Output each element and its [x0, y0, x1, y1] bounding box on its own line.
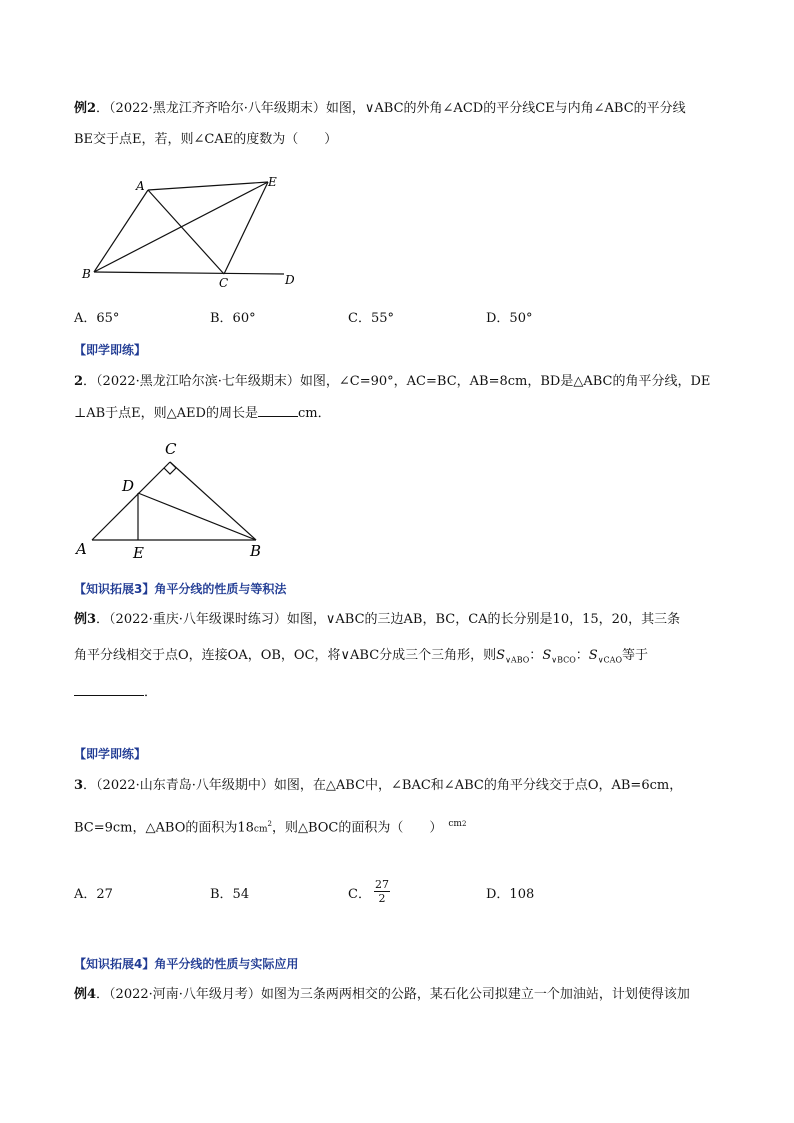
fraction-denominator: 2 [378, 892, 386, 905]
answer-blank [258, 404, 298, 417]
practice2-heading: 【即学即练】 [74, 343, 147, 357]
segment-AB [94, 190, 148, 272]
ext3-text2b: 等于 [622, 648, 649, 663]
unit-sup-trailing: 2 [461, 820, 467, 828]
segment-AE [148, 182, 268, 190]
label-A: A [136, 179, 145, 193]
label-E: E [268, 175, 277, 189]
ext3-line2 [74, 647, 648, 670]
ex2-option-b: B．60° [210, 311, 256, 326]
area-s1-sub: ∨ABO [505, 655, 530, 665]
ratio-colon-1: ： [529, 648, 543, 663]
ex2-option-a: A．65° [74, 311, 120, 326]
practice3-option-d: D．108 [486, 887, 535, 902]
unit-cm: cm [253, 824, 268, 835]
practice3-line2 [74, 815, 466, 838]
area-s2: S [542, 648, 552, 663]
ext3-line3 [74, 683, 157, 702]
ext4-label: 例4 [74, 987, 97, 1002]
segment-CE [224, 182, 268, 274]
practice3-option-a: A．27 [74, 887, 113, 902]
ext3-text3: ． [144, 685, 158, 700]
ex2-option-c: C．55° [348, 311, 394, 326]
ex2-line1 [74, 100, 686, 118]
label-A: A [76, 540, 87, 558]
practice3-heading: 【即学即练】 [74, 747, 147, 761]
segment-CB [170, 462, 256, 540]
segment-AC [148, 190, 224, 274]
fraction-numerator: 27 [375, 878, 389, 891]
practice2-line2 [74, 404, 331, 423]
area-s2-sub: ∨BCO [551, 655, 576, 665]
ex2-line2: BE交于点E，若，则∠CAE的度数为（ ） [74, 132, 338, 147]
practice3-text2b: ，则△BOC的面积为（ ） [271, 820, 443, 836]
ext4-text1: ．（2022·河南·八年级月考）如图为三条两两相交的公路，某石化公司拟建立一个加油站，计划使得该加 [96, 987, 690, 1002]
ex2-option-d: D．50° [486, 311, 533, 326]
practice2-text1: ．（2022·黑龙江哈尔滨·七年级期末）如图，∠C=90°，AC=BC，AB=8cm，BD是△ABC的角平分线，DE [83, 374, 711, 389]
ext4-line1 [74, 986, 690, 1004]
ext4-heading: 【知识拓展4】角平分线的性质与实际应用 [74, 957, 299, 971]
ext3-text2a: 角平分线相交于点O，连接OA，OB，OC，将∨ABC分成三个三角形，则 [74, 648, 497, 663]
practice2-figure [72, 436, 272, 564]
label-C: C [219, 276, 229, 290]
practice3-option-b: B．54 [210, 887, 250, 902]
practice3-line1 [74, 777, 682, 795]
practice2-text2a: ⊥AB于点E，则△AED的周长是 [74, 406, 258, 421]
unit-cm-trailing: cm [448, 819, 462, 829]
label-C: C [165, 440, 177, 458]
answer-blank [74, 683, 144, 696]
segment-BE [94, 182, 268, 272]
practice3-num: 3 [74, 778, 84, 793]
practice2-num: 2 [74, 374, 84, 389]
ext3-heading: 【知识拓展3】角平分线的性质与等积法 [74, 582, 287, 596]
practice3-text1: ．（2022·山东青岛·八年级期中）如图，在△ABC中，∠BAC和∠ABC的角平分线交于点O，AB=6cm， [83, 778, 683, 793]
ratio-colon-2: ： [575, 648, 589, 663]
area-s3: S [588, 648, 598, 663]
practice2-line1 [74, 373, 710, 391]
option-c-fraction [374, 878, 390, 905]
label-B: B [250, 542, 262, 560]
area-s1: S [496, 648, 506, 663]
ex2-text1: ．（2022·黑龙江齐齐哈尔·八年级期末）如图，∨ABC的外角∠ACD的平分线CE与内角∠ABC的平分线 [96, 101, 686, 116]
ext3-line1 [74, 611, 680, 629]
unit-sup: 2 [267, 820, 272, 828]
practice3-option-c: C． [348, 887, 371, 902]
ex2-figure [78, 168, 318, 290]
practice2-text2b: cm． [297, 406, 331, 421]
area-s3-sub: ∨CAO [597, 655, 623, 665]
label-D: D [285, 273, 295, 287]
ex2-label: 例2 [74, 101, 97, 116]
practice3-text2a: BC=9cm，△ABO的面积为18 [74, 820, 254, 836]
label-E: E [133, 544, 144, 562]
ext3-text1: ．（2022·重庆·八年级课时练习）如图，∨ABC的三边AB，BC，CA的长分别是10，15，20，其三条 [96, 612, 681, 627]
label-B: B [82, 267, 91, 281]
segment-DB [138, 493, 256, 540]
right-angle-mark [164, 462, 176, 474]
segment-BD [94, 272, 284, 274]
label-D: D [122, 477, 135, 495]
ext3-label: 例3 [74, 612, 97, 627]
